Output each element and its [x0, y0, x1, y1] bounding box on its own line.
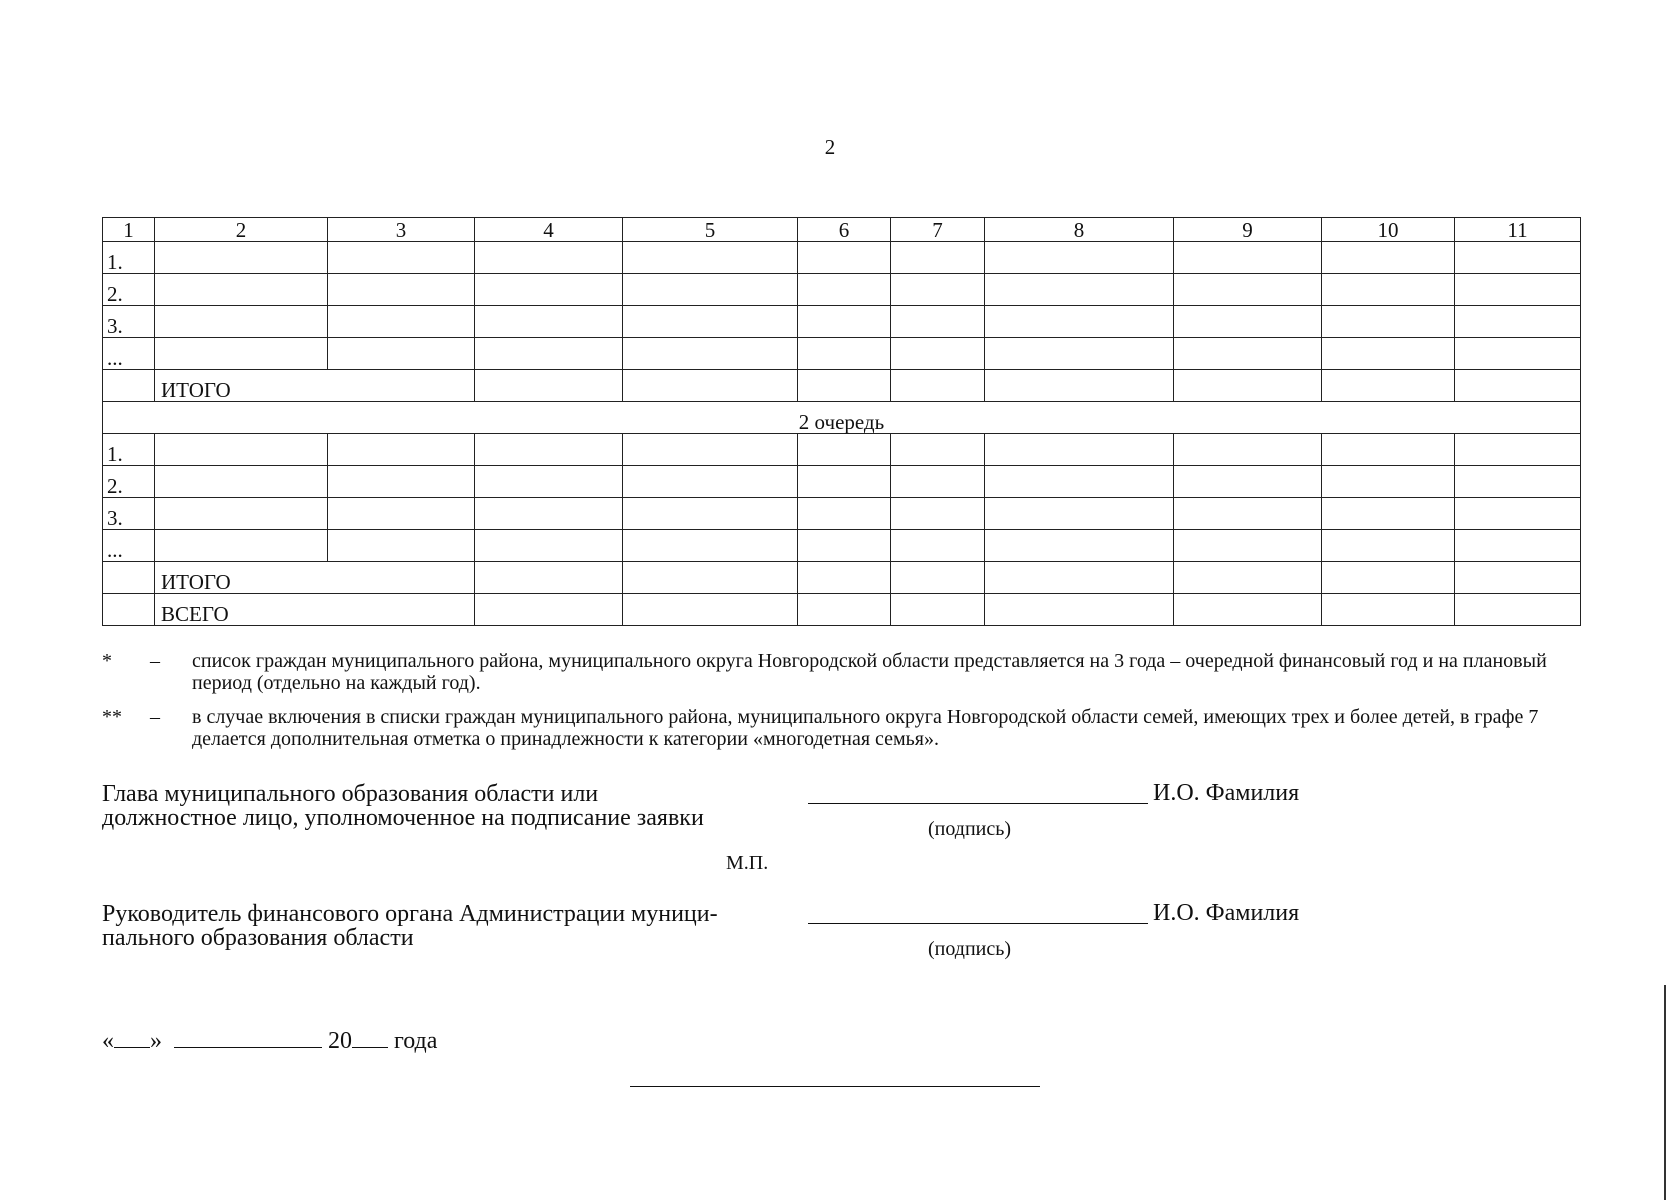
finance-signatory	[102, 902, 718, 950]
total-label: ВСЕГО	[155, 594, 475, 626]
section-title: 2 очередь	[103, 402, 1581, 434]
head-title-line1: Глава муниципального образования области или	[102, 781, 599, 807]
date-open-quote: «	[102, 1028, 114, 1054]
table-row	[103, 498, 1581, 530]
table-row	[103, 466, 1581, 498]
row-number: 2.	[103, 274, 155, 306]
footnotes	[102, 650, 1580, 762]
subtotal-label: ИТОГО	[155, 562, 475, 594]
finance-signature-caption: (подпись)	[928, 938, 1012, 960]
footnote-text: список граждан муниципального района, муниципального округа Новгородской области представляется на 3 года – очередной финансовый год и на плановый период (отдельно на каждый год).	[192, 650, 1547, 694]
stamp-place: М.П.	[726, 852, 769, 874]
date-line	[102, 1028, 437, 1055]
date-close-quote: »	[150, 1028, 162, 1054]
head-signatory	[102, 782, 704, 830]
column-header: 3	[328, 218, 475, 242]
table-row	[103, 530, 1581, 562]
column-header: 7	[891, 218, 985, 242]
month-blank	[174, 1029, 322, 1048]
column-header: 9	[1174, 218, 1322, 242]
head-signature-caption: (подпись)	[928, 818, 1012, 840]
head-name: И.О. Фамилия	[1153, 780, 1300, 806]
column-header: 8	[985, 218, 1174, 242]
scan-edge-mark	[1664, 985, 1666, 1200]
subtotal-row	[103, 562, 1581, 594]
day-blank	[114, 1029, 150, 1048]
column-header: 10	[1322, 218, 1455, 242]
row-number: 3.	[103, 306, 155, 338]
year-prefix: 20	[328, 1028, 352, 1054]
row-number: ...	[103, 338, 155, 370]
total-row	[103, 594, 1581, 626]
page-number: 2	[824, 135, 836, 159]
column-header: 1	[103, 218, 155, 242]
footnote-dash: –	[150, 706, 160, 728]
head-signature-line	[808, 803, 1148, 804]
finance-title-line2: пального образования области	[102, 925, 414, 951]
footnote-mark: *	[102, 650, 112, 672]
footnote	[102, 706, 1580, 750]
footnote	[102, 650, 1580, 694]
head-title-line2: должностное лицо, уполномоченное на подписание заявки	[102, 805, 704, 831]
date-suffix: года	[394, 1028, 438, 1054]
footnote-mark: **	[102, 706, 122, 728]
finance-title-line1: Руководитель финансового органа Администрации муници-	[102, 901, 718, 927]
subtotal-label: ИТОГО	[155, 370, 475, 402]
year-blank	[352, 1029, 388, 1048]
column-number-row	[103, 218, 1581, 242]
row-number: 2.	[103, 466, 155, 498]
table-row	[103, 306, 1581, 338]
table-row	[103, 274, 1581, 306]
table-row	[103, 434, 1581, 466]
column-header: 6	[798, 218, 891, 242]
row-number: 1.	[103, 434, 155, 466]
bottom-rule	[630, 1086, 1040, 1087]
table-row	[103, 338, 1581, 370]
footnote-text: в случае включения в списки граждан муниципального района, муниципального округа Новгородской области семей, имеющих трех и более детей, в графе 7 делается дополнительная отметка о принадлежности к категории «многодетная семья».	[192, 706, 1539, 750]
footnote-dash: –	[150, 650, 160, 672]
column-header: 4	[475, 218, 623, 242]
row-number: ...	[103, 530, 155, 562]
section-row	[103, 402, 1581, 434]
column-header: 11	[1455, 218, 1581, 242]
finance-signature-line	[808, 923, 1148, 924]
applicant-table	[102, 217, 1581, 626]
column-header: 2	[155, 218, 328, 242]
finance-name: И.О. Фамилия	[1153, 900, 1300, 926]
subtotal-row	[103, 370, 1581, 402]
row-number: 1.	[103, 242, 155, 274]
row-number: 3.	[103, 498, 155, 530]
column-header: 5	[623, 218, 798, 242]
table-row	[103, 242, 1581, 274]
